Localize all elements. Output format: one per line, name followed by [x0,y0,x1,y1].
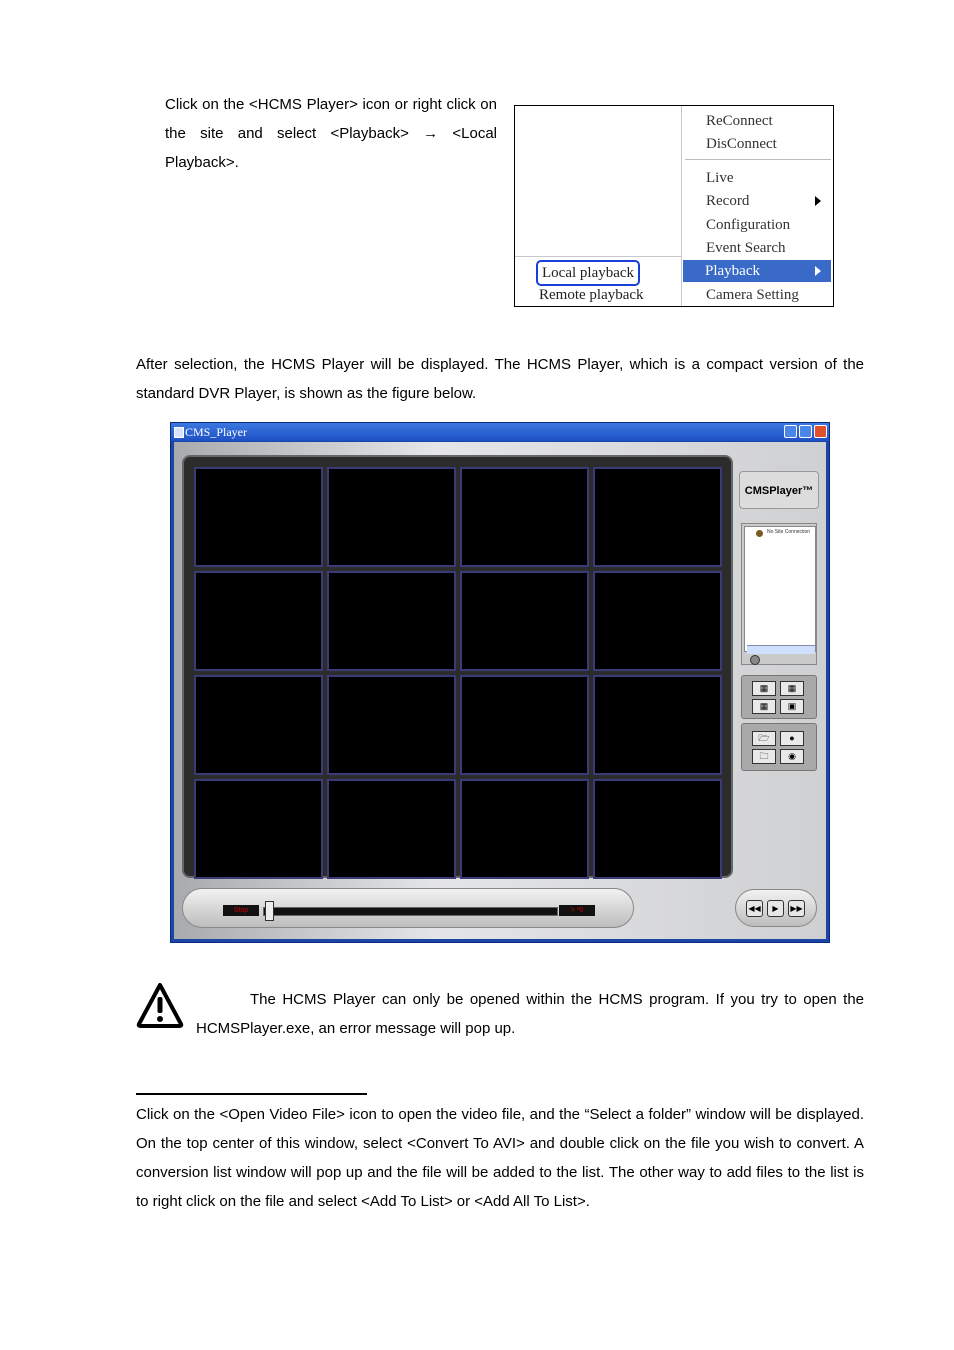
camera-cell[interactable] [194,571,323,671]
camera-cell[interactable] [194,467,323,567]
convert-instructions-paragraph: Click on the <Open Video File> icon to open the video file, and the “Select a folder” window will be displayed. On the top center of this window, select <Convert To AVI> and double click on the file you wish to convert. A conversion list window will pop up and the file will be added to the list. The other way to add files to the list is to right click on the file and select <Add To List> or <Add All To List>. [136,1106,864,1210]
camera-cell[interactable] [327,675,456,775]
close-icon[interactable] [814,425,827,438]
menu-item-playback-label: Playback [705,263,760,279]
camera-grid [194,467,724,885]
camera-cell[interactable] [460,675,589,775]
menu-item-live[interactable]: Live [706,170,734,186]
seek-thumb[interactable] [265,901,274,921]
site-list-scrollbar[interactable] [747,645,815,654]
submenu-item-local-playback[interactable]: Local playback [536,260,640,286]
camera-cell[interactable] [194,779,323,879]
submenu-item-remote-playback[interactable]: Remote playback [539,287,644,303]
stop-status: Stop [223,905,259,916]
control-panel [737,455,821,931]
menu-item-disconnect[interactable]: DisConnect [706,136,777,152]
maximize-icon[interactable] [799,425,812,438]
window-title: CMS_Player [185,425,248,439]
camera-cell[interactable] [327,467,456,567]
site-list[interactable] [744,526,816,652]
speed-indicator: > *0 [559,905,595,916]
player-client-area [174,442,826,939]
menu-item-playback[interactable] [683,260,831,282]
intro-paragraph: Click on the <HCMS Player> icon or right click on the site and select <Playback> → <Local Playback>. [165,96,497,171]
file-buttons [741,723,817,771]
playback-progress-bar [182,888,634,928]
folder-icon[interactable]: 🗀 [752,749,776,764]
warning-note: The HCMS Player can only be opened within the HCMS program. If you try to open the HCMSPlayer.exe, an error message will pop up. [196,991,864,1037]
record-icon[interactable]: ● [780,731,804,746]
camera-cell[interactable] [460,467,589,567]
title-bar [171,423,829,441]
open-folder-icon[interactable]: 🗁 [752,731,776,746]
transport-controls [735,889,817,927]
menu-item-record[interactable] [706,190,831,212]
fast-forward-icon[interactable]: ▶▶ [788,900,805,917]
menu-item-camera-setting[interactable]: Camera Setting [706,287,799,303]
section-rule [136,1093,367,1095]
rewind-icon[interactable]: ◀◀ [746,900,763,917]
camera-cell[interactable] [194,675,323,775]
camera-cell[interactable] [460,571,589,671]
menu-divider [681,106,682,306]
site-status-icon [756,530,763,537]
site-status-text: No Site Connection [767,529,811,535]
menu-item-configuration[interactable]: Configuration [706,217,791,233]
submenu-divider [515,256,682,257]
cmsplayer-logo: CMSPlayer™ [739,471,819,509]
fullscreen-icon[interactable]: ▣ [780,699,804,714]
menu-item-event-search[interactable]: Event Search [706,240,786,256]
submenu-arrow-icon [815,266,821,276]
context-menu-figure [514,105,834,307]
camera-cell[interactable] [460,779,589,879]
minimize-icon[interactable] [784,425,797,438]
layout-16-icon[interactable]: ▦ [752,699,776,714]
layout-4-icon[interactable]: ▦ [752,681,776,696]
video-display-frame [182,455,733,878]
menu-item-record-label: Record [706,193,750,209]
menu-item-reconnect[interactable]: ReConnect [706,113,773,129]
menu-separator [685,159,831,160]
snapshot-icon[interactable]: ◉ [780,749,804,764]
play-icon[interactable]: ▶ [767,900,784,917]
connect-knob-icon[interactable] [750,655,760,665]
submenu-arrow-icon [815,196,821,206]
cms-player-window [170,422,830,943]
camera-cell[interactable] [593,675,722,775]
camera-cell[interactable] [327,779,456,879]
camera-cell[interactable] [593,467,722,567]
app-icon [174,427,184,438]
after-selection-paragraph: After selection, the HCMS Player will be displayed. The HCMS Player, which is a compact version of the standard DVR Player, is shown as the figure below. [136,356,864,402]
warning-triangle-icon [136,982,184,1028]
view-layout-buttons [741,675,817,719]
camera-cell[interactable] [593,571,722,671]
seek-track[interactable] [263,907,558,916]
layout-9-icon[interactable]: ▦ [780,681,804,696]
camera-cell[interactable] [593,779,722,879]
camera-cell[interactable] [327,571,456,671]
site-panel [741,523,817,665]
